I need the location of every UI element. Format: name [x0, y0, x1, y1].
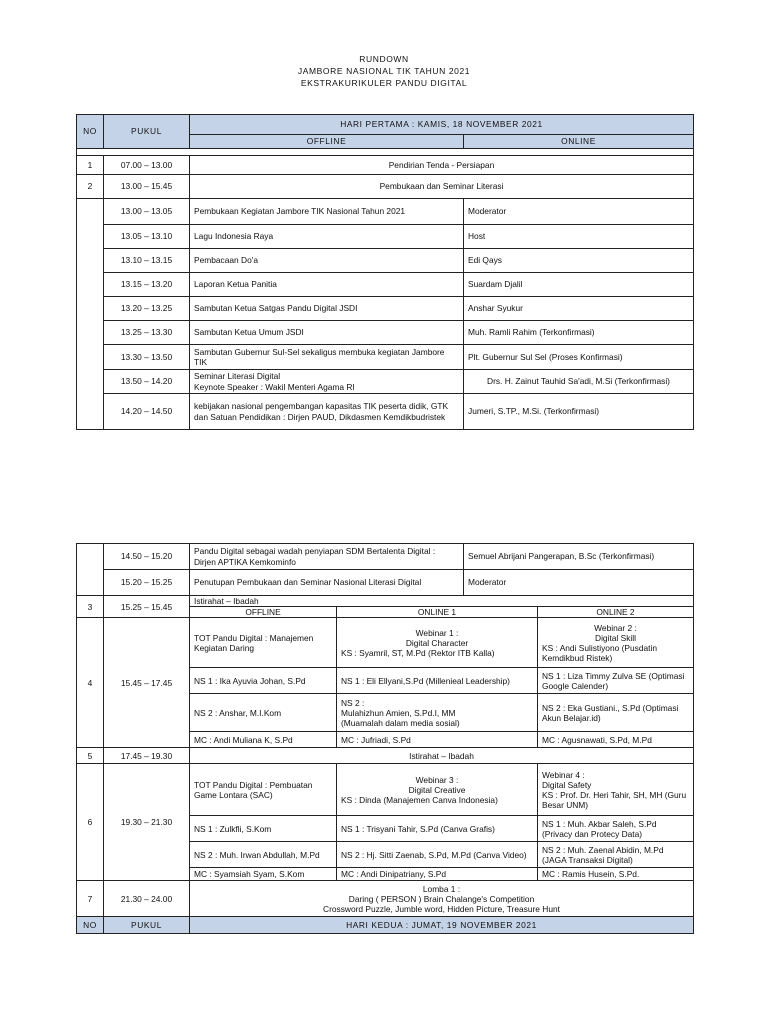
row-activity: Lagu Indonesia Raya: [190, 225, 464, 249]
table-row: [77, 345, 694, 370]
speaker-name: Mulahizhun Amien, S.Pd.I, MM: [341, 707, 456, 718]
row-activity: Sambutan Ketua Umum JSDI: [190, 321, 464, 345]
cell-online-2: NS 1 : Liza Timmy Zulva SE (Optimasi Google Calender): [538, 668, 694, 694]
table-row: [77, 618, 694, 668]
row-activity: Pembukaan Kegiatan Jambore TIK Nasional Tahun 2021: [190, 199, 464, 225]
header-offline: OFFLINE: [190, 135, 464, 149]
cell-online-1: MC : Andi Dinipatriany, S.Pd: [337, 868, 538, 881]
cell-online-1: [337, 694, 538, 732]
webinar-keynote: KS : Prof. Dr. Heri Tahir, SH, MH (Guru Besar UNM): [542, 789, 687, 811]
cell-online-2: NS 2 : Muh. Zaenal Abidin, M.Pd (JAGA Transaksi Digital): [538, 842, 694, 868]
row-time: 13.20 – 13.25: [104, 297, 190, 321]
cell-online-2: NS 2 : Eka Gustiani., S.Pd (Optimasi Akun Belajar.id): [538, 694, 694, 732]
cell-online-1: NS 1 : Eli Ellyani,S.Pd (Millenieal Leadership): [337, 668, 538, 694]
table-row: [77, 881, 694, 917]
webinar-topic: Digital Character: [405, 637, 469, 648]
webinar-title: Webinar 4 :: [542, 769, 585, 780]
doc-title-rundown: RUNDOWN: [359, 54, 409, 64]
cell-online-1: [337, 618, 538, 668]
row-activity: Sambutan Gubernur Sul-Sel sekaligus membuka kegiatan Jambore TIK: [190, 345, 464, 370]
cell-online-2: MC : Agusnawati, S.Pd, M.Pd: [538, 732, 694, 748]
row-activity: [190, 370, 464, 394]
spacer-row: [77, 149, 694, 156]
table-row: [77, 370, 694, 394]
row-time: 13.30 – 13.50: [104, 345, 190, 370]
table-row: [77, 394, 694, 430]
competition-events: Crossword Puzzle, Jumble word, Hidden Picture, Treasure Hunt: [323, 904, 560, 914]
speaker-label: NS 2 :: [341, 697, 365, 708]
table-row: [77, 297, 694, 321]
webinar-title: Webinar 2 :: [594, 622, 637, 633]
row-person: Moderator: [464, 199, 694, 225]
header-offline: OFFLINE: [190, 607, 337, 618]
header-online-2: ONLINE 2: [538, 607, 694, 618]
rundown-table-continued: [76, 543, 694, 934]
table-row: [77, 199, 694, 225]
speaker-topic: (Muamalah dalam media sosial): [341, 718, 460, 728]
row-activity: Laporan Ketua Panitia: [190, 273, 464, 297]
row-person: Moderator: [464, 570, 694, 596]
cell-online-1: NS 2 : Hj. Sitti Zaenab, S.Pd, M.Pd (Canva Video): [337, 842, 538, 868]
row-person: Host: [464, 225, 694, 249]
row-time: 13.05 – 13.10: [104, 225, 190, 249]
row-person: Suardam Djalil: [464, 273, 694, 297]
row-activity: Pembukaan dan Seminar Literasi: [190, 175, 694, 199]
row-no: 1: [77, 156, 104, 175]
row-no: 5: [77, 748, 104, 764]
row-person: Drs. H. Zainut Tauhid Sa'adi, M.Si (Terkonfirmasi): [464, 370, 694, 394]
activity-line: Seminar Literasi Digital: [194, 371, 281, 382]
webinar-keynote: KS : Dinda (Manajemen Canva Indonesia): [341, 795, 498, 805]
cell-offline: NS 1 : Ika Ayuvia Johan, S.Pd: [190, 668, 337, 694]
cell-offline: MC : Andi Muliana K, S.Pd: [190, 732, 337, 748]
cell-online-1: MC : Jufriadi, S.Pd: [337, 732, 538, 748]
webinar-title: Webinar 1 :: [415, 627, 459, 638]
row-activity: Pandu Digital sebagai wadah penyiapan SDM Bertalenta Digital : Dirjen APTIKA Kemkominfo: [190, 544, 464, 570]
table-row: [77, 249, 694, 273]
header-pukul: PUKUL: [104, 115, 190, 149]
cell-online-1: [337, 764, 538, 816]
row-time: 13.00 – 15.45: [104, 175, 190, 199]
webinar-keynote: KS : Syamril, ST, M.Pd (Rektor ITB Kalla): [341, 648, 495, 658]
row-activity: Istirahat – Ibadah: [190, 596, 694, 607]
activity-line: Keynote Speaker : Wakil Menteri Agama RI: [194, 381, 355, 392]
row-activity: Penutupan Pembukaan dan Seminar Nasional Literasi Digital: [190, 570, 464, 596]
row-time: 17.45 – 19.30: [104, 748, 190, 764]
header-day1: HARI PERTAMA : KAMIS, 18 NOVEMBER 2021: [190, 115, 694, 135]
row-no-empty: [77, 544, 104, 596]
row-person: Muh. Ramli Rahim (Terkonfirmasi): [464, 321, 694, 345]
webinar-title: Webinar 3 :: [415, 774, 459, 785]
rundown-table-day1: [76, 114, 694, 430]
table-row: [77, 764, 694, 816]
row-no-empty: [77, 199, 104, 430]
row-time: 07.00 – 13.00: [104, 156, 190, 175]
webinar-keynote: KS : Andi Sulistiyono (Pusdatin Kemdikbud Ristek): [542, 642, 657, 664]
cell-online-1: NS 1 : Trisyani Tahir, S.Pd (Canva Grafis): [337, 816, 538, 842]
row-activity: [190, 881, 694, 917]
cell-online-2: [538, 764, 694, 816]
table-row: [77, 596, 694, 607]
webinar-topic: Digital Safety: [542, 779, 592, 790]
row-no: 2: [77, 175, 104, 199]
row-time: 15.45 – 17.45: [104, 618, 190, 748]
row-activity: Pembacaan Do'a: [190, 249, 464, 273]
row-time: 13.50 – 14.20: [104, 370, 190, 394]
row-no: 4: [77, 618, 104, 748]
row-time: 13.15 – 13.20: [104, 273, 190, 297]
row-time: 13.10 – 13.15: [104, 249, 190, 273]
cell-offline: TOT Pandu Digital : Pembuatan Game Lontara (SAC): [190, 764, 337, 816]
row-time: 13.25 – 13.30: [104, 321, 190, 345]
cell-offline: MC : Syamsiah Syam, S.Kom: [190, 868, 337, 881]
row-time: 15.20 – 15.25: [104, 570, 190, 596]
row-person: Edi Qays: [464, 249, 694, 273]
row-person: Plt. Gubernur Sul Sel (Proses Konfirmasi): [464, 345, 694, 370]
row-activity: Istirahat – Ibadah: [190, 748, 694, 764]
doc-title-event: JAMBORE NASIONAL TIK TAHUN 2021: [297, 66, 471, 76]
table-row: [77, 175, 694, 199]
table-row: [77, 544, 694, 570]
row-activity: Sambutan Ketua Satgas Pandu Digital JSDI: [190, 297, 464, 321]
table-row: [77, 273, 694, 297]
table-row: [77, 156, 694, 175]
header-no: NO: [77, 115, 104, 149]
table-row: [77, 225, 694, 249]
cell-offline: NS 2 : Anshar, M.I.Kom: [190, 694, 337, 732]
row-time: 14.50 – 15.20: [104, 544, 190, 570]
row-time: 19.30 – 21.30: [104, 764, 190, 881]
header-no: NO: [77, 917, 104, 934]
doc-title-subtitle: EKSTRAKURIKULER PANDU DIGITAL: [300, 78, 468, 88]
row-no: 6: [77, 764, 104, 881]
table-row: [77, 748, 694, 764]
table-row: [77, 321, 694, 345]
competition-title: Lomba 1 :: [422, 883, 461, 894]
row-time: 13.00 – 13.05: [104, 199, 190, 225]
row-person: Semuel Abrijani Pangerapan, B.Sc (Terkonfirmasi): [464, 544, 694, 570]
row-person: Anshar Syukur: [464, 297, 694, 321]
header-day2: HARI KEDUA : JUMAT, 19 NOVEMBER 2021: [190, 917, 694, 934]
row-time: 14.20 – 14.50: [104, 394, 190, 430]
cell-offline: NS 1 : Zulkfli, S.Kom: [190, 816, 337, 842]
webinar-topic: Digital Creative: [408, 784, 466, 795]
row-person: Jumeri, S.TP., M.Si. (Terkonfirmasi): [464, 394, 694, 430]
cell-online-2: MC : Ramis Husein, S.Pd.: [538, 868, 694, 881]
cell-online-2: [538, 618, 694, 668]
row-no: 3: [77, 596, 104, 618]
row-activity: Pendirian Tenda - Persiapan: [190, 156, 694, 175]
header-online: ONLINE: [464, 135, 694, 149]
cell-offline: NS 2 : Muh. Irwan Abdullah, M.Pd: [190, 842, 337, 868]
cell-offline: TOT Pandu Digital : Manajemen Kegiatan Daring: [190, 618, 337, 668]
header-pukul: PUKUL: [104, 917, 190, 934]
header-online-1: ONLINE 1: [337, 607, 538, 618]
row-no: 7: [77, 881, 104, 917]
webinar-topic: Digital Skill: [595, 632, 636, 643]
table-row: [77, 570, 694, 596]
row-activity: kebijakan nasional pengembangan kapasitas TIK peserta didik, GTK dan Satuan Pendidikan : Dirjen PAUD, Dikdasmen Kemdikbudristek: [190, 394, 464, 430]
competition-name: Daring ( PERSON ) Brain Chalange's Competition: [348, 893, 535, 904]
row-time: 15.25 – 15.45: [104, 596, 190, 618]
cell-online-2: NS 1 : Muh. Akbar Saleh, S.Pd (Privacy dan Protecy Data): [538, 816, 694, 842]
row-time: 21.30 – 24.00: [104, 881, 190, 917]
